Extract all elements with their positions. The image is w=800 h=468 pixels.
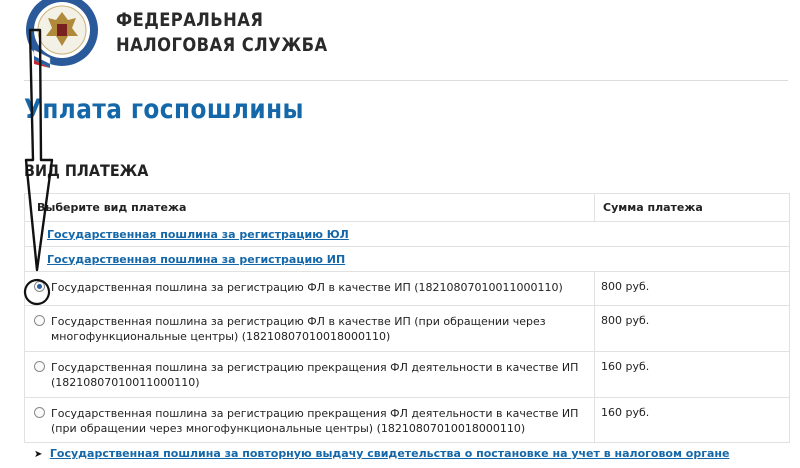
payment-type-table [24, 193, 790, 443]
table-row [25, 222, 790, 247]
radio-option-4[interactable] [34, 407, 45, 418]
option-sum-4: 160 руб. [595, 398, 790, 443]
option-label-3: Государственная пошлина за регистрацию прекращения ФЛ деятельности в качестве ИП (18210807010011000110) [51, 361, 579, 389]
option-cell [25, 352, 595, 398]
page-title: Уплата госпошлины [24, 94, 304, 125]
option-sum-2: 800 руб. [595, 306, 790, 352]
org-name [116, 8, 328, 58]
table-row [25, 306, 790, 352]
column-header-sum: Сумма платежа [595, 194, 790, 222]
option-sum-3: 160 руб. [595, 352, 790, 398]
option-cell [25, 306, 595, 352]
option-cell [25, 272, 595, 306]
link-duplicate-certificate[interactable]: Государственная пошлина за повторную выдачу свидетельства о постановке на учет в налоговом органе [49, 447, 730, 460]
column-header-type: Выберите вид платежа [25, 194, 595, 222]
arrow-right-icon: ➤ [34, 449, 43, 460]
table-row [25, 352, 790, 398]
fns-emblem-icon [24, 0, 100, 68]
bottom-link-row [34, 447, 729, 460]
link-registration-ip[interactable]: Государственная пошлина за регистрацию ИП [47, 252, 346, 266]
option-sum-1: 800 руб. [595, 272, 790, 306]
link-registration-ul[interactable]: Государственная пошлина за регистрацию ЮЛ [47, 227, 349, 241]
radio-option-3[interactable] [34, 361, 45, 372]
radio-option-1[interactable] [34, 281, 45, 292]
org-name-line1: ФЕДЕРАЛЬНАЯ [116, 9, 264, 31]
option-cell [25, 398, 595, 443]
header-divider [24, 80, 788, 81]
option-label-2: Государственная пошлина за регистрацию ФЛ в качестве ИП (при обращении через многофункциональные центры) (18210807010018000110) [51, 315, 546, 343]
org-name-line2: НАЛОГОВАЯ СЛУЖБА [116, 34, 328, 56]
table-row [25, 272, 790, 306]
option-label-1: Государственная пошлина за регистрацию ФЛ в качестве ИП (18210807010011000110) [51, 281, 563, 294]
table-row [25, 398, 790, 443]
radio-option-2[interactable] [34, 315, 45, 326]
option-label-4: Государственная пошлина за регистрацию прекращения ФЛ деятельности в качестве ИП (при обращении через многофункциональные центры) (18210807010018000110) [51, 407, 579, 435]
table-header-row [25, 194, 790, 222]
table-row [25, 247, 790, 272]
section-title: ВИД ПЛАТЕЖА [24, 161, 149, 180]
